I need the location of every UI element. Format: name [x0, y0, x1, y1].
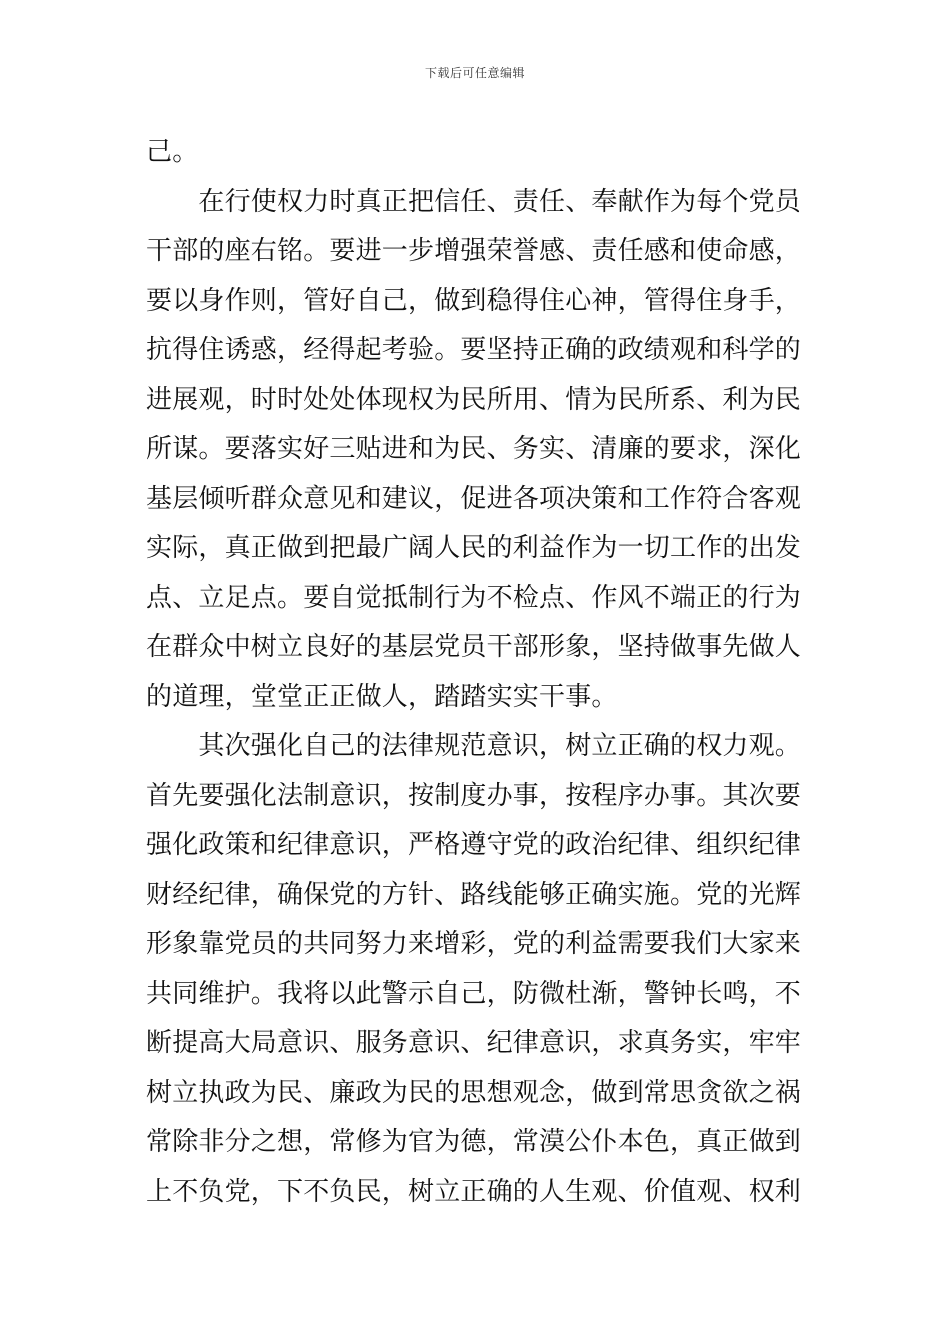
text-line: 点、立足点。要自觉抵制行为不检点、作风不端正的行为 — [146, 582, 802, 613]
text-line: 形象靠党员的共同努力来增彩，党的利益需要我们大家来 — [146, 929, 802, 959]
text-line: 首先要强化法制意识，按制度办事，按程序办事。其次要 — [146, 780, 802, 811]
text-line: 要以身作则，管好自己，做到稳得住心神，管得住身手， — [146, 285, 802, 316]
text-line: 干部的座右铭。要进一步增强荣誉感、责任感和使命感， — [146, 236, 802, 266]
text-line: 所谋。要落实好三贴进和为民、务实、清廉的要求，深化 — [146, 434, 802, 464]
text-line: 进展观，时时处处体现权为民所用、情为民所系、利为民 — [146, 384, 802, 415]
text-line: 断提高大局意识、服务意识、纪律意识，求真务实，牢牢 — [146, 1028, 802, 1058]
text-line: 在行使权力时真正把信任、责任、奉献作为每个党员 — [146, 186, 802, 217]
text-line: 抗得住诱惑，经得起考验。要坚持正确的政绩观和科学的 — [146, 335, 802, 365]
text-line: 的道理，堂堂正正做人，踏踏实实干事。 — [146, 681, 618, 712]
document-body — [146, 128, 806, 1217]
text-line: 上不负党，下不负民，树立正确的人生观、价值观、权利 — [146, 1176, 802, 1207]
text-line: 财经纪律，确保党的方针、路线能够正确实施。党的光辉 — [146, 879, 802, 910]
text-line: 基层倾听群众意见和建议，促进各项决策和工作符合客观 — [146, 483, 802, 514]
text-line: 实际，真正做到把最广阔人民的利益作为一切工作的出发 — [146, 533, 802, 563]
text-line: 常除非分之想，常修为官为德，常漠公仆本色，真正做到 — [146, 1127, 802, 1157]
text-line: 其次强化自己的法律规范意识，树立正确的权力观。 — [146, 731, 802, 761]
text-line: 在群众中树立良好的基层党员干部形象，坚持做事先做人 — [146, 632, 802, 662]
text-line: 强化政策和纪律意识，严格遵守党的政治纪律、组织纪律 — [146, 830, 802, 860]
text-line: 树立执政为民、廉政为民的思想观念，做到常思贪欲之祸 — [146, 1077, 802, 1108]
page-header: 下载后可任意编辑 — [424, 66, 525, 80]
text-line: 共同维护。我将以此警示自己，防微杜渐，警钟长鸣，不 — [146, 978, 802, 1009]
text-line: 己。 — [146, 137, 199, 167]
